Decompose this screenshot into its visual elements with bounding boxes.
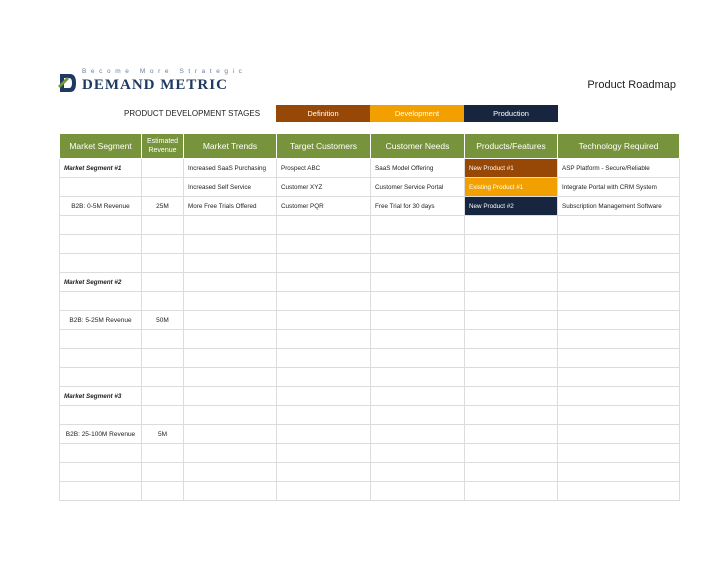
logo-mark-icon [58, 72, 78, 94]
customer-need-cell[interactable] [371, 235, 465, 254]
spacer-cell [184, 482, 277, 501]
spacer-cell [277, 254, 371, 273]
segment-spacer-row [60, 254, 680, 273]
revenue-cell[interactable] [142, 159, 184, 178]
table-row [60, 159, 680, 178]
revenue-cell[interactable] [142, 387, 184, 406]
column-header-target-customers: Target Customers [277, 134, 371, 159]
product-feature-cell[interactable] [465, 349, 558, 368]
segment-cell[interactable] [60, 330, 142, 349]
technology-cell[interactable] [558, 216, 680, 235]
product-feature-cell[interactable]: New Product #2 [465, 197, 558, 216]
product-feature-cell[interactable] [465, 406, 558, 425]
customer-need-cell[interactable] [371, 406, 465, 425]
table-row [60, 444, 680, 463]
target-customer-cell[interactable] [277, 292, 371, 311]
spacer-cell [371, 482, 465, 501]
target-customer-cell[interactable] [277, 463, 371, 482]
table-row [60, 292, 680, 311]
stage-production: Production [464, 105, 558, 122]
table-row [60, 216, 680, 235]
customer-need-cell[interactable] [371, 349, 465, 368]
spacer-cell [465, 368, 558, 387]
target-customer-cell[interactable] [277, 406, 371, 425]
technology-cell[interactable]: ASP Platform - Secure/Reliable [558, 159, 680, 178]
market-trend-cell[interactable] [184, 235, 277, 254]
customer-need-cell[interactable] [371, 311, 465, 330]
table-row [60, 387, 680, 406]
customer-need-cell[interactable] [371, 444, 465, 463]
market-trend-cell[interactable] [184, 292, 277, 311]
technology-cell[interactable]: Integrate Portal with CRM System [558, 178, 680, 197]
segment-cell[interactable] [60, 463, 142, 482]
segment-description[interactable]: B2B: 25-100M Revenue [60, 425, 142, 444]
stages-label: PRODUCT DEVELOPMENT STAGES [124, 109, 261, 118]
segment-title[interactable]: Market Segment #2 [60, 273, 142, 292]
spacer-cell [371, 368, 465, 387]
spacer-cell [465, 254, 558, 273]
target-customer-cell[interactable]: Customer XYZ [277, 178, 371, 197]
customer-need-cell[interactable]: Free Trial for 30 days [371, 197, 465, 216]
table-row [60, 425, 680, 444]
revenue-cell[interactable] [142, 330, 184, 349]
product-feature-cell[interactable] [465, 235, 558, 254]
table-row [60, 349, 680, 368]
table-row [60, 197, 680, 216]
revenue-cell[interactable] [142, 349, 184, 368]
market-trend-cell[interactable] [184, 425, 277, 444]
customer-need-cell[interactable] [371, 216, 465, 235]
product-feature-cell[interactable] [465, 463, 558, 482]
segment-description[interactable]: B2B: 0-5M Revenue [60, 197, 142, 216]
segment-revenue[interactable]: 25M [142, 197, 184, 216]
spacer-cell [60, 482, 142, 501]
market-trend-cell[interactable] [184, 273, 277, 292]
market-trend-cell[interactable] [184, 444, 277, 463]
customer-need-cell[interactable] [371, 292, 465, 311]
spacer-cell [558, 368, 680, 387]
segment-cell[interactable] [60, 292, 142, 311]
column-header-technology-required: Technology Required [558, 134, 680, 159]
customer-need-cell[interactable]: SaaS Model Offering [371, 159, 465, 178]
target-customer-cell[interactable] [277, 216, 371, 235]
target-customer-cell[interactable] [277, 444, 371, 463]
product-feature-cell[interactable] [465, 273, 558, 292]
demand-metric-logo [58, 68, 278, 96]
table-row [60, 330, 680, 349]
target-customer-cell[interactable] [277, 387, 371, 406]
market-trend-cell[interactable]: Increased Self Service [184, 178, 277, 197]
target-customer-cell[interactable] [277, 235, 371, 254]
market-trend-cell[interactable] [184, 406, 277, 425]
customer-need-cell[interactable] [371, 273, 465, 292]
segment-cell[interactable] [60, 235, 142, 254]
technology-cell[interactable] [558, 425, 680, 444]
product-feature-cell[interactable] [465, 330, 558, 349]
technology-cell[interactable]: Subscription Management Software [558, 197, 680, 216]
product-feature-cell[interactable] [465, 216, 558, 235]
roadmap-table [59, 133, 680, 501]
target-customer-cell[interactable] [277, 425, 371, 444]
segment-title[interactable]: Market Segment #3 [60, 387, 142, 406]
segment-spacer-row [60, 482, 680, 501]
column-header-estimated-revenue: Estimated Revenue [142, 134, 184, 159]
target-customer-cell[interactable] [277, 311, 371, 330]
segment-cell[interactable] [60, 406, 142, 425]
product-feature-cell[interactable] [465, 387, 558, 406]
target-customer-cell[interactable]: Customer PQR [277, 197, 371, 216]
technology-cell[interactable] [558, 444, 680, 463]
logo-tagline: Become More Strategic [82, 68, 247, 75]
revenue-cell[interactable] [142, 178, 184, 197]
table-row [60, 235, 680, 254]
column-header-products-features: Products/Features [465, 134, 558, 159]
technology-cell[interactable] [558, 387, 680, 406]
market-trend-cell[interactable] [184, 349, 277, 368]
column-header-market-segment: Market Segment [60, 134, 142, 159]
revenue-cell[interactable] [142, 292, 184, 311]
development-stages-legend [124, 105, 558, 122]
product-feature-cell[interactable] [465, 425, 558, 444]
technology-cell[interactable] [558, 292, 680, 311]
revenue-cell[interactable] [142, 235, 184, 254]
revenue-cell[interactable] [142, 273, 184, 292]
technology-cell[interactable] [558, 273, 680, 292]
spacer-cell [558, 254, 680, 273]
table-row [60, 311, 680, 330]
spacer-cell [142, 482, 184, 501]
segment-spacer-row [60, 368, 680, 387]
revenue-cell[interactable] [142, 406, 184, 425]
product-feature-cell[interactable]: Existing Product #1 [465, 178, 558, 197]
spacer-cell [60, 254, 142, 273]
revenue-cell[interactable] [142, 444, 184, 463]
market-trend-cell[interactable]: Increased SaaS Purchasing [184, 159, 277, 178]
spacer-cell [184, 254, 277, 273]
segment-cell[interactable] [60, 349, 142, 368]
spacer-cell [465, 482, 558, 501]
segment-description[interactable]: B2B: 5-25M Revenue [60, 311, 142, 330]
spacer-cell [142, 254, 184, 273]
segment-cell[interactable] [60, 216, 142, 235]
customer-need-cell[interactable] [371, 463, 465, 482]
technology-cell[interactable] [558, 463, 680, 482]
market-trend-cell[interactable] [184, 330, 277, 349]
column-header-market-trends: Market Trends [184, 134, 277, 159]
market-trend-cell[interactable] [184, 216, 277, 235]
logo-brand: DEMAND METRIC [82, 77, 228, 93]
spacer-cell [60, 368, 142, 387]
target-customer-cell[interactable] [277, 273, 371, 292]
target-customer-cell[interactable]: Prospect ABC [277, 159, 371, 178]
target-customer-cell[interactable] [277, 349, 371, 368]
stage-definition: Definition [276, 105, 370, 122]
target-customer-cell[interactable] [277, 330, 371, 349]
revenue-cell[interactable] [142, 216, 184, 235]
customer-need-cell[interactable] [371, 387, 465, 406]
spacer-cell [558, 482, 680, 501]
technology-cell[interactable] [558, 406, 680, 425]
product-feature-cell[interactable] [465, 311, 558, 330]
technology-cell[interactable] [558, 349, 680, 368]
segment-cell[interactable] [60, 178, 142, 197]
roadmap-table-body [60, 159, 680, 501]
spacer-cell [184, 368, 277, 387]
segment-cell[interactable] [60, 444, 142, 463]
spacer-cell [371, 254, 465, 273]
table-header-row [60, 134, 680, 159]
product-feature-cell[interactable] [465, 444, 558, 463]
market-trend-cell[interactable] [184, 463, 277, 482]
spacer-cell [277, 482, 371, 501]
customer-need-cell[interactable] [371, 425, 465, 444]
product-feature-cell[interactable]: New Product #1 [465, 159, 558, 178]
market-trend-cell[interactable] [184, 311, 277, 330]
table-row [60, 463, 680, 482]
spacer-cell [142, 368, 184, 387]
table-row [60, 273, 680, 292]
segment-title[interactable]: Market Segment #1 [60, 159, 142, 178]
customer-need-cell[interactable] [371, 330, 465, 349]
technology-cell[interactable] [558, 330, 680, 349]
document-title: Product Roadmap [587, 79, 676, 91]
table-row [60, 178, 680, 197]
segment-revenue[interactable]: 50M [142, 311, 184, 330]
market-trend-cell[interactable] [184, 387, 277, 406]
market-trend-cell[interactable]: More Free Trials Offered [184, 197, 277, 216]
technology-cell[interactable] [558, 311, 680, 330]
segment-revenue[interactable]: 5M [142, 425, 184, 444]
stage-development: Development [370, 105, 464, 122]
product-feature-cell[interactable] [465, 292, 558, 311]
table-row [60, 406, 680, 425]
revenue-cell[interactable] [142, 463, 184, 482]
customer-need-cell[interactable]: Customer Service Portal [371, 178, 465, 197]
technology-cell[interactable] [558, 235, 680, 254]
column-header-customer-needs: Customer Needs [371, 134, 465, 159]
spacer-cell [277, 368, 371, 387]
